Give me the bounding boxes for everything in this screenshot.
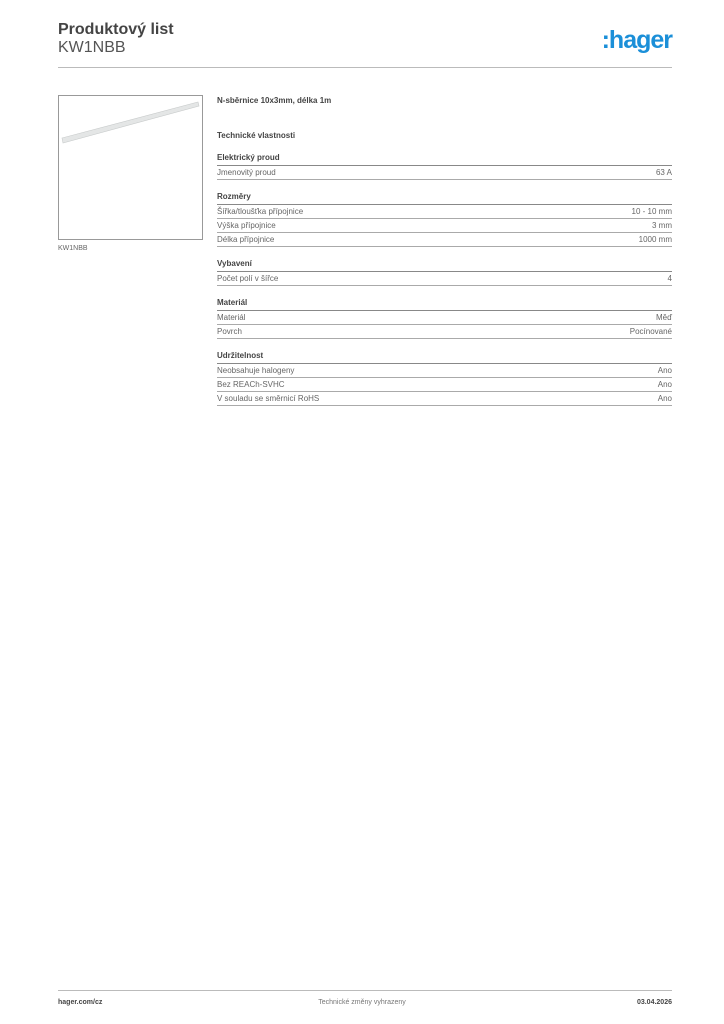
spec-label: Jmenovitý proud (217, 168, 276, 177)
spec-value: 63 A (655, 168, 672, 177)
page-title: Produktový list (58, 21, 174, 38)
product-code: KW1NBB (58, 39, 126, 56)
spec-label: Délka přípojnice (217, 235, 275, 244)
spec-column (217, 96, 672, 406)
section-title: Elektrický proud (217, 153, 672, 166)
spec-value: Měď (655, 313, 672, 322)
spec-row (217, 233, 672, 247)
tech-heading: Technické vlastnosti (217, 131, 296, 140)
spec-label: Šířka/tloušťka přípojnice (217, 207, 304, 216)
spec-value: Ano (657, 394, 672, 403)
spec-value: 3 mm (652, 221, 672, 230)
product-title: N-sběrnice 10x3mm, délka 1m (217, 96, 332, 105)
section-title: Udržitelnost (217, 351, 672, 364)
spec-value: Ano (657, 366, 672, 375)
section-title: Vybavení (217, 259, 672, 272)
spec-row (217, 166, 672, 180)
spec-row (217, 219, 672, 233)
spec-label: Bez REACh-SVHC (217, 380, 285, 389)
spec-value: 1000 mm (638, 235, 672, 244)
spec-label: Neobsahuje halogeny (217, 366, 295, 375)
spec-row (217, 392, 672, 406)
busbar-image (59, 96, 202, 239)
spec-label: Výška přípojnice (217, 221, 276, 230)
spec-value: Pocínované (629, 327, 672, 336)
footer-note: Technické změny vyhrazeny (318, 999, 406, 1006)
footer-website[interactable]: hager.com/cz (58, 999, 103, 1006)
spec-row (217, 205, 672, 219)
spec-label: Materiál (217, 313, 246, 322)
spec-row (217, 325, 672, 339)
spec-row (217, 378, 672, 392)
spec-row (217, 311, 672, 325)
spec-label: Povrch (217, 327, 242, 336)
hager-logo: :hager (601, 26, 672, 54)
spec-value: 4 (667, 274, 672, 283)
section-title: Rozměry (217, 192, 672, 205)
spec-row (217, 364, 672, 378)
spec-row (217, 272, 672, 286)
image-caption: KW1NBB (58, 245, 88, 252)
header-divider (58, 67, 672, 68)
product-image (58, 95, 203, 240)
footer-date: 03.04.2026 (636, 999, 672, 1006)
spec-label: Počet polí v šířce (217, 274, 279, 283)
spec-value: Ano (657, 380, 672, 389)
section-title: Materiál (217, 298, 672, 311)
spec-value: 10 - 10 mm (631, 207, 672, 216)
footer-divider (58, 990, 672, 991)
spec-label: V souladu se směrnicí RoHS (217, 394, 320, 403)
